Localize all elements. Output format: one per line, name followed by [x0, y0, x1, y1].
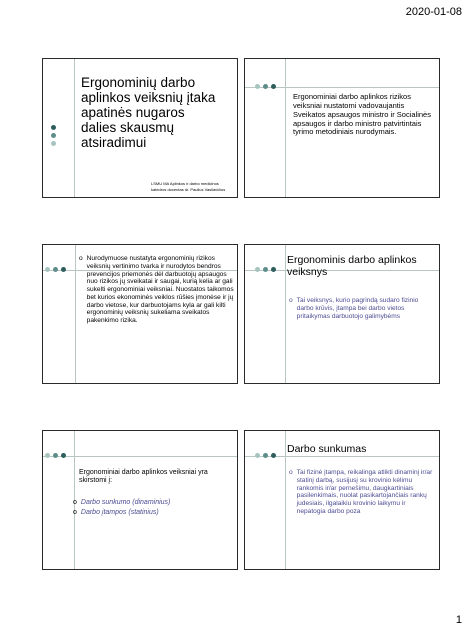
footer-line: LSMU MA Aplinkos ir darbo medicinos — [151, 181, 219, 186]
slide-divider-line — [74, 59, 75, 197]
slide-divider-line — [43, 456, 237, 457]
decorative-dots — [45, 267, 66, 272]
dot-icon — [51, 141, 56, 146]
dot-icon — [263, 267, 268, 272]
slide-6 — [244, 430, 440, 570]
slide-title — [81, 75, 233, 151]
slide-divider-line — [75, 245, 76, 383]
slide-4 — [244, 244, 440, 384]
slide-title: Darbo sunkumas — [287, 443, 367, 455]
dot-icon — [271, 453, 276, 458]
dot-icon — [255, 453, 260, 458]
title-line: dalies skausmų — [81, 120, 175, 136]
dot-icon — [53, 267, 58, 272]
dot-icon — [61, 453, 66, 458]
slide-body: Nurodymuose nustatyta ergonominių rizikos veiksnių vertinimo tvarka ir nurodytos bendros prevencijos priemonės dėl darbuotojų apsaugos nuo rizikos jų sveikatai ir saugai, kurią kelia ar gali sukelti ergonominiai veiksniai. Nuostatos taikomos bet kurios ekonominės veiklos rūšies įmonėse ir jų darbo vietose, kur darbuotojams kyla ar gali kilti ergonominių veiksnių sukeliama sveikatos pakenkimo rizika. — [86, 255, 234, 325]
slide-divider-line — [285, 431, 286, 569]
slide-3 — [42, 244, 238, 384]
dot-icon — [45, 453, 50, 458]
decorative-dots — [51, 125, 56, 146]
slide-5 — [42, 430, 238, 570]
dot-icon — [263, 453, 268, 458]
decorative-dots — [255, 84, 276, 89]
bullet-icon: o — [289, 297, 293, 304]
bullet-icon: o — [79, 255, 83, 262]
dot-icon — [271, 267, 276, 272]
slide-divider-line — [285, 245, 286, 383]
slide-body: Tai veiksnys, kurio pagrindą sudaro fizinio darbo krūvis, įtampa bei darbo vietos pritaikymas darbuotojo galimybėms — [296, 297, 419, 320]
slide-bullet — [289, 297, 433, 320]
slide-footer — [151, 181, 237, 192]
slide-divider-line — [285, 59, 286, 197]
title-line: Ergonominių darbo — [81, 75, 196, 90]
decorative-dots — [255, 267, 276, 272]
bullet-icon: o — [289, 469, 293, 476]
footer-line: katedros docentas dr. Paulius Vasilavičius — [151, 186, 226, 192]
slide-bullet-list — [73, 499, 233, 518]
slide-intro: Ergonominiai darbo aplinkos veiksniai yra skirstomi į: — [79, 469, 208, 485]
dot-icon — [53, 453, 58, 458]
dot-icon — [263, 84, 268, 89]
slide-bullet — [289, 469, 435, 516]
slide-body: Tai fizinė įtampa, reikalinga atlikti dinaminį ir/ar statinį darbą, susijusį su krovinio kėlimu rankomis ir/ar pernešimu, daugkartiniais pasilenkimais, nuolat pasikartojančiais rankų judesiais, ilgalaikiu krovinio laikymu ir nepatogia darbo poza — [296, 469, 433, 515]
list-item — [73, 499, 233, 507]
dot-icon — [271, 84, 276, 89]
bullet-icon: o — [73, 509, 77, 517]
dot-icon — [51, 133, 56, 138]
dot-icon — [51, 125, 56, 130]
slide-1 — [42, 58, 238, 198]
dot-icon — [255, 84, 260, 89]
page-date: 2020-01-08 — [405, 6, 462, 18]
dot-icon — [45, 267, 50, 272]
decorative-dots — [255, 453, 276, 458]
title-line: atsiradimui — [81, 135, 147, 151]
slide-2 — [244, 58, 440, 198]
list-item — [73, 509, 233, 517]
list-item-label: Darbo įtampos (statinius) — [80, 509, 159, 517]
dot-icon — [61, 267, 66, 272]
page-number: 1 — [455, 614, 462, 626]
title-line: apatinės nugaros — [81, 105, 185, 121]
slide-body: Ergonominiai darbo aplinkos rizikos veiksniai nustatomi vadovaujantis Sveikatos apsaugos ministro ir Socialinės apsaugos ir darbo ministro patvirtintais tyrimo metodiniais nurodymais. — [293, 92, 431, 137]
title-line: aplinkos veiksnių įtaka — [81, 90, 216, 106]
dot-icon — [255, 267, 260, 272]
decorative-dots — [45, 453, 66, 458]
slide-title: Ergonominis darbo aplinkos veiksnys — [287, 254, 417, 278]
bullet-icon: o — [73, 499, 77, 506]
list-item-label: Darbo sunkumo (dinaminius) — [80, 499, 171, 506]
slide-bullet — [79, 255, 235, 325]
